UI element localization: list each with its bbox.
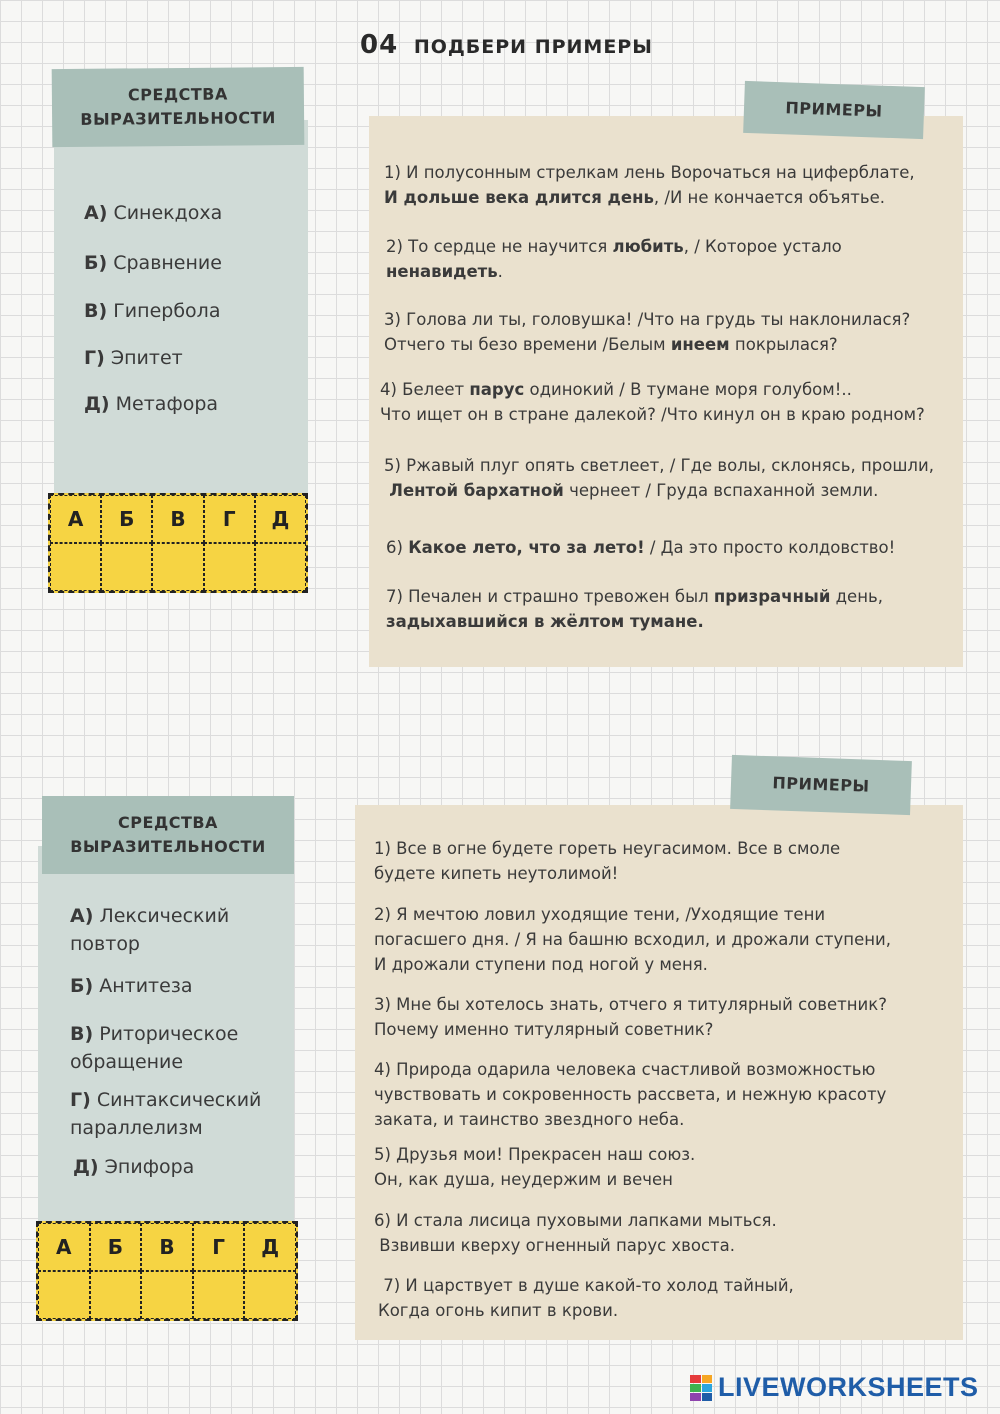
- example-2: 2) То сердце не научится любить, / Которое устало ненавидеть.: [386, 237, 842, 281]
- answer-cell[interactable]: [50, 543, 101, 591]
- page-title: [360, 30, 653, 60]
- example-3: 3) Голова ли ты, головушка! /Что на грудь ты наклонилася? Отчего ты безо времени /Белым инеем покрылася?: [384, 310, 911, 354]
- answer-letter: Г: [204, 495, 255, 543]
- answer-cell[interactable]: [204, 543, 255, 591]
- example-4: 4) Природа одарила человека счастливой возможностью чувствовать и сокровенность рассвета, и нежную красоту заката, и таинство звездного неба.: [374, 1060, 887, 1129]
- answer-letter: Б: [90, 1223, 142, 1271]
- answer-grid-2: [36, 1221, 298, 1321]
- means-item: Б) Антитеза: [70, 975, 193, 997]
- means-item: Б) Сравнение: [84, 252, 222, 274]
- answer-letter: А: [50, 495, 101, 543]
- answer-letter: Д: [255, 495, 306, 543]
- answer-cell[interactable]: [38, 1271, 90, 1319]
- answer-grid-1: [48, 493, 308, 593]
- means-item: Д) Метафора: [84, 393, 219, 415]
- example-6: 6) Какое лето, что за лето! / Да это просто колдовство!: [386, 538, 896, 557]
- answer-cell[interactable]: [255, 543, 306, 591]
- example-7: 7) И царствует в душе какой-то холод тайный, Когда огонь кипит в крови.: [378, 1276, 794, 1320]
- answer-cell[interactable]: [244, 1271, 296, 1319]
- means-item: Г) Синтаксический параллелизм: [70, 1089, 262, 1139]
- example-7: 7) Печален и страшно тревожен был призрачный день, задыхавшийся в жёлтом тумане.: [386, 587, 883, 631]
- example-1: 1) И полусонным стрелкам лень Ворочаться на циферблате, И дольше века длится день, /И не кончается объятье.: [384, 163, 915, 207]
- means-item: А) Лексический повтор: [70, 905, 230, 955]
- means-item: Д) Эпифора: [73, 1156, 195, 1178]
- examples-header-1: ПРИМЕРЫ: [743, 81, 925, 139]
- answer-cell[interactable]: [152, 543, 203, 591]
- means-header-1: СРЕДСТВА ВЫРАЗИТЕЛЬНОСТИ: [52, 67, 305, 147]
- answer-letter: А: [38, 1223, 90, 1271]
- example-6: 6) И стала лисица пуховыми лапками мыться. Взвивши кверху огненный парус хвоста.: [374, 1211, 777, 1255]
- answer-letter: Б: [101, 495, 152, 543]
- answer-cell[interactable]: [193, 1271, 245, 1319]
- means-item: В) Риторическое обращение: [70, 1023, 239, 1073]
- liveworksheets-logo[interactable]: [690, 1372, 979, 1403]
- brand-name: LIVEWORKSHEETS: [718, 1372, 979, 1402]
- examples-header-2: ПРИМЕРЫ: [730, 755, 912, 815]
- example-3: 3) Мне бы хотелось знать, отчего я титулярный советник? Почему именно титулярный советник?: [374, 995, 887, 1039]
- answer-letter: Д: [244, 1223, 296, 1271]
- task-number: 04: [360, 30, 399, 60]
- means-item: Г) Эпитет: [84, 347, 183, 369]
- example-2: 2) Я мечтою ловил уходящие тени, /Уходящие тени погасшего дня. / Я на башню всходил, и дрожали ступени, И дрожали ступени под ногой у меня.: [374, 905, 891, 974]
- answer-letter: Г: [193, 1223, 245, 1271]
- means-item: А) Синекдоха: [84, 202, 223, 224]
- means-header-2: СРЕДСТВА ВЫРАЗИТЕЛЬНОСТИ: [42, 796, 294, 874]
- means-item: В) Гипербола: [84, 300, 221, 322]
- logo-mark-icon: [690, 1375, 712, 1401]
- example-5: 5) Друзья мои! Прекрасен наш союз. Он, как душа, неудержим и вечен: [374, 1145, 696, 1189]
- answer-letter: В: [152, 495, 203, 543]
- answer-cell[interactable]: [101, 543, 152, 591]
- answer-cell[interactable]: [141, 1271, 193, 1319]
- example-5: 5) Ржавый плуг опять светлеет, / Где волы, склонясь, прошли, Лентой бархатной чернеет / Груда вспаханной земли.: [384, 456, 934, 500]
- answer-cell[interactable]: [90, 1271, 142, 1319]
- example-4: 4) Белеет парус одинокий / В тумане моря голубом!.. Что ищет он в стране далекой? /Что кинул он в краю родном?: [380, 380, 925, 424]
- example-1: 1) Все в огне будете гореть неугасимом. Все в смоле будете кипеть неутолимой!: [374, 839, 841, 883]
- task-title: ПОДБЕРИ ПРИМЕРЫ: [413, 36, 653, 58]
- answer-letter: В: [141, 1223, 193, 1271]
